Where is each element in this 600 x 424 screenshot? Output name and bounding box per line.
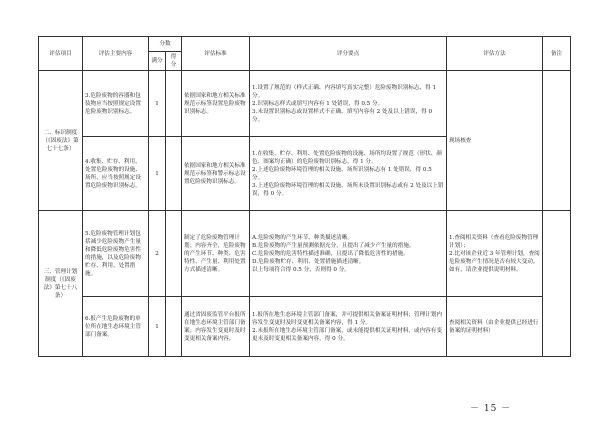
group-item-label: 二、标识制度（《固废法》第七十七条） — [39, 71, 83, 211]
header-standard: 评估标准 — [182, 37, 250, 71]
point-line: 1.在收集、贮存、利用、处置危险废物的设施、场所均设置了规范（形状、颜色、图案均正确）的危险废物识别标志，得 1 分。 — [252, 150, 442, 165]
point-line: 2.识别标志样式或填写内容有 1 处错误，得 0.5 分。 — [252, 100, 384, 107]
row-standard: 通过省固废监管平台报所在地生态环境主管部门备案；内容发生变更时及时变更相关备案内容。 — [182, 297, 250, 357]
table-row — [39, 71, 571, 137]
point-line: 2.未报所在地生态环境主管部门备案，或未能提供相关证明材料，或内容有变更未及时变更相关备案内容，得 0 分。 — [252, 327, 442, 342]
header-points: 评分要点 — [250, 37, 447, 71]
table-row — [39, 211, 571, 297]
method-line: 1.查阅相关资料（查看危险废物管理计划）； — [449, 234, 539, 249]
header-row-1 — [39, 37, 571, 52]
row-standard: 制定了危险废物管理计划；内容齐全，危险废物的产生环节、种类、危害特性、产生量、利用处置方式描述清晰。 — [182, 211, 250, 297]
row-content: 4.收集、贮存、利用、处置危险废物的设施、场所，应当按照规定设置危险废物识别标志。 — [83, 137, 149, 211]
row-method: 现场核查 — [447, 71, 543, 211]
row-got-score — [166, 137, 182, 211]
group-item-label: 三、管理计划制度（《固废法》第七十八条） — [39, 211, 83, 357]
point-line: D.危险废物贮存、利用、处置措施描述清晰。 — [252, 258, 365, 265]
header-score: 分数 — [149, 37, 182, 52]
row-got-score — [166, 211, 182, 297]
point-line: 2.上述危险废物环境管理的相关设施、场所识别标志有 1 处错误，得 0.5 分。 — [252, 166, 432, 181]
point-line: 3.未设置识别标志或设置样式不正确、填写内容有 2 处及以上错误，得 0 分。 — [252, 108, 433, 123]
header-content: 评估主要内容 — [83, 37, 149, 71]
row-points — [250, 71, 447, 137]
page-number: － 15 － — [470, 404, 512, 414]
point-line: 3.上述危险废物环境管理的相关设施、场所未设置识别标志或有 2 处及以上错误，得 0 分。 — [252, 182, 444, 197]
row-standard: 依据国家和地方相关标准规范示标签和警示标志设置危险废物识别标志。 — [182, 137, 250, 211]
header-full-score: 满分 — [149, 52, 166, 71]
point-line: B.危险废物的产生量预测依据充分，且提出了减少产生量的措施。 — [252, 242, 415, 249]
row-full-score: 2 — [149, 211, 166, 297]
point-line: 以上每项符合得 0.5 分，否则得 0 分。 — [252, 266, 350, 273]
header-method: 评估方法 — [447, 37, 543, 71]
row-full-score: 1 — [149, 137, 166, 211]
method-line: 2.比对该企业近 3 年管理计划，查阅危险废物产生情况是否有较大变动。如有，请企业提供说明材料。 — [449, 250, 540, 273]
row-got-score — [166, 71, 182, 137]
point-line: A.危险废物的产生环节、种类描述清晰。 — [252, 234, 353, 241]
row-note — [543, 211, 571, 357]
row-standard: 依据国家和地方相关标准规范示标签设置危险废物识别标志。 — [182, 71, 250, 137]
row-content: 3.危险废物的容器和包装物应当按照规定设置危险废物识别标志。 — [83, 71, 149, 137]
row-points — [250, 211, 447, 297]
row-got-score — [166, 297, 182, 357]
row-points — [250, 137, 447, 211]
point-line: C.危险废物的危害特性描述准确，且提出了降低危害性的措施。 — [252, 250, 409, 257]
row-method: 查阅相关资料（由企业提供已经进行备案的证明材料） — [447, 297, 543, 357]
row-points — [250, 297, 447, 357]
header-got-score: 得分 — [166, 52, 182, 71]
table-row — [39, 297, 571, 357]
header-item: 评估项目 — [39, 37, 83, 71]
point-line: 1.报所在地生态环境主管部门备案，并可提供相关备案证明材料；管理计划内容发生变更时及时变更相关备案内容，得 1 分。 — [252, 311, 442, 326]
row-content: 6.报产生危险废物的单位所在地生态环境主管部门备案。 — [83, 297, 149, 357]
header-note: 备注 — [543, 37, 571, 71]
point-line: 1.设置了规范的（样式正确、内容填写真实完整）危险废物识别标志，得 1 分。 — [252, 84, 437, 99]
row-method — [447, 211, 543, 297]
row-full-score: 1 — [149, 297, 166, 357]
row-full-score: 1 — [149, 71, 166, 137]
row-content: 5.危险废物管理计划包括减少危险废物产生量和降低危险废物危害性的措施，以及危险废物贮存、利用、处置措施。 — [83, 211, 149, 297]
row-note — [543, 71, 571, 211]
evaluation-table — [38, 36, 571, 357]
